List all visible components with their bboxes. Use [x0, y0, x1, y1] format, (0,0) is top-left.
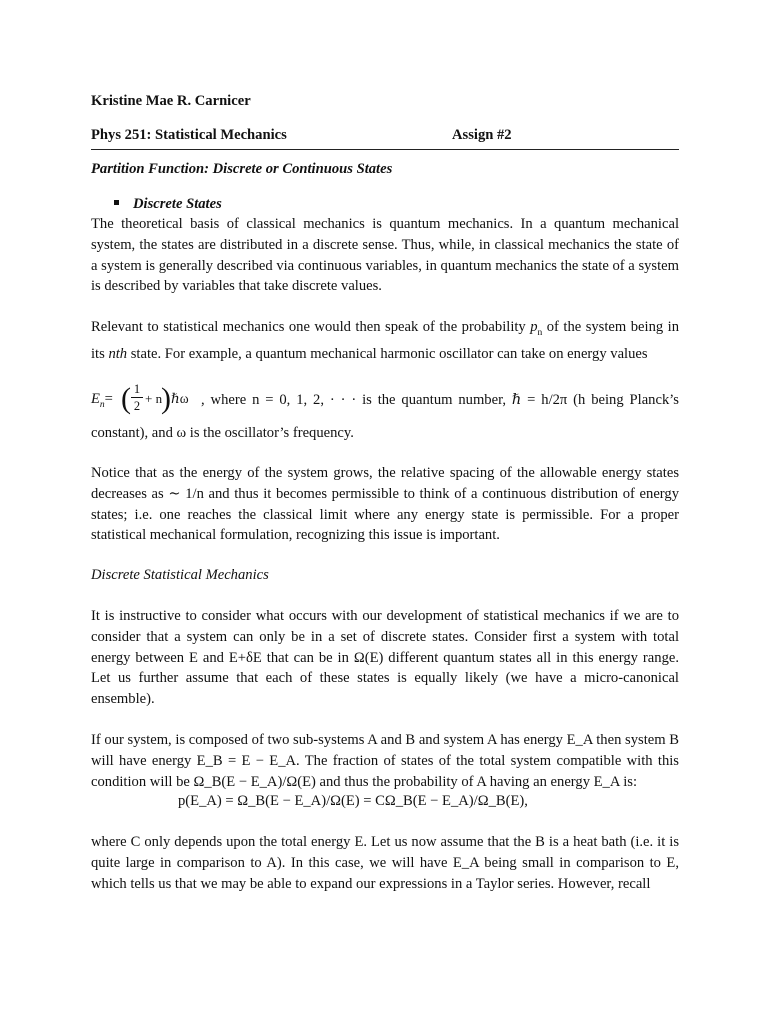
paragraph-probability: Relevant to statistical mechanics one would then speak of the probability $p_n$ of the system being in its nth state. For example, a quantum mechanical harmonic oscillator can take on energy values: [91, 319, 679, 362]
section-heading-discrete-mechanics: Discrete Statistical Mechanics: [91, 567, 269, 583]
paragraph-quantum-basis: The theoretical basis of classical mechanics is quantum mechanics. In a quantum mechanical system, the states are distributed in a discrete sense. Thus, while, in classical mechanics the state of a system is generally described via continuous variables, in quantum mechanics the state of a system is described by variables that take discrete values.: [91, 216, 679, 295]
equation-lhs: $E_n=$: [91, 391, 113, 410]
header-rule: [91, 149, 679, 150]
fraction-one-half: 1 2: [131, 382, 143, 413]
right-paren: ): [161, 382, 171, 415]
plus-n: + n: [145, 391, 163, 406]
course-title: Phys 251: Statistical Mechanics: [91, 127, 287, 143]
bullet-heading-row: [114, 196, 222, 213]
paragraph-heat-bath: where C only depends upon the total energy E. Let us now assume that the B is a heat bath (i.e. it is quite large in comparison to A). In this case, we will have E_A being small in comparison to E, which tells us that we may be able to expand our expressions in a Taylor series. However, recall: [91, 834, 679, 892]
assignment-number: Assign #2: [452, 127, 512, 143]
bullet-heading: Discrete States: [133, 196, 222, 212]
hbar-omega: ℏω: [171, 391, 189, 406]
equation-continuation: constant), and ω is the oscillator’s frequency.: [91, 425, 354, 441]
document-title: Partition Function: Discrete or Continuous States: [91, 161, 393, 177]
probability-equation: p(E_A) = Ω_B(E − E_A)/Ω(E) = CΩ_B(E − E_A)/Ω_B(E),: [178, 793, 528, 809]
energy-equation: [91, 378, 679, 424]
author-name: Kristine Mae R. Carnicer: [91, 93, 251, 109]
equation-explanation: , where n = 0, 1, 2, · · · is the quantum number, ℏ = h/2π (h being Planck’s: [201, 392, 679, 408]
paragraph-subsystems: If our system, is composed of two sub-systems A and B and system A has energy E_A then system B will have energy E_B = E − E_A. The fraction of states of the total system compatible with this condition will be Ω_B(E − E_A)/Ω(E) and thus the probability of A having an energy E_A is:: [91, 732, 679, 790]
paragraph-energy-spacing: Notice that as the energy of the system grows, the relative spacing of the allowable energy states decreases as ∼ 1/n and thus it becomes permissible to think of a continuous distribution of energy states; i.e. one reaches the classical limit where any energy state is permissible. For a proper statistical mechanical formulation, recognizing this issue is important.: [91, 465, 679, 544]
square-bullet-icon: [114, 200, 119, 205]
paragraph-discrete-states: It is instructive to consider what occurs with our development of statistical mechanics if we are to consider that a system can only be in a set of discrete states. Consider first a system with total energy between E and E+δE that can be in Ω(E) different quantum states all in this energy range. Let us further assume that each of these states is equally likely (we have a micro-canonical ensemble).: [91, 608, 679, 708]
left-paren: (: [121, 382, 131, 415]
